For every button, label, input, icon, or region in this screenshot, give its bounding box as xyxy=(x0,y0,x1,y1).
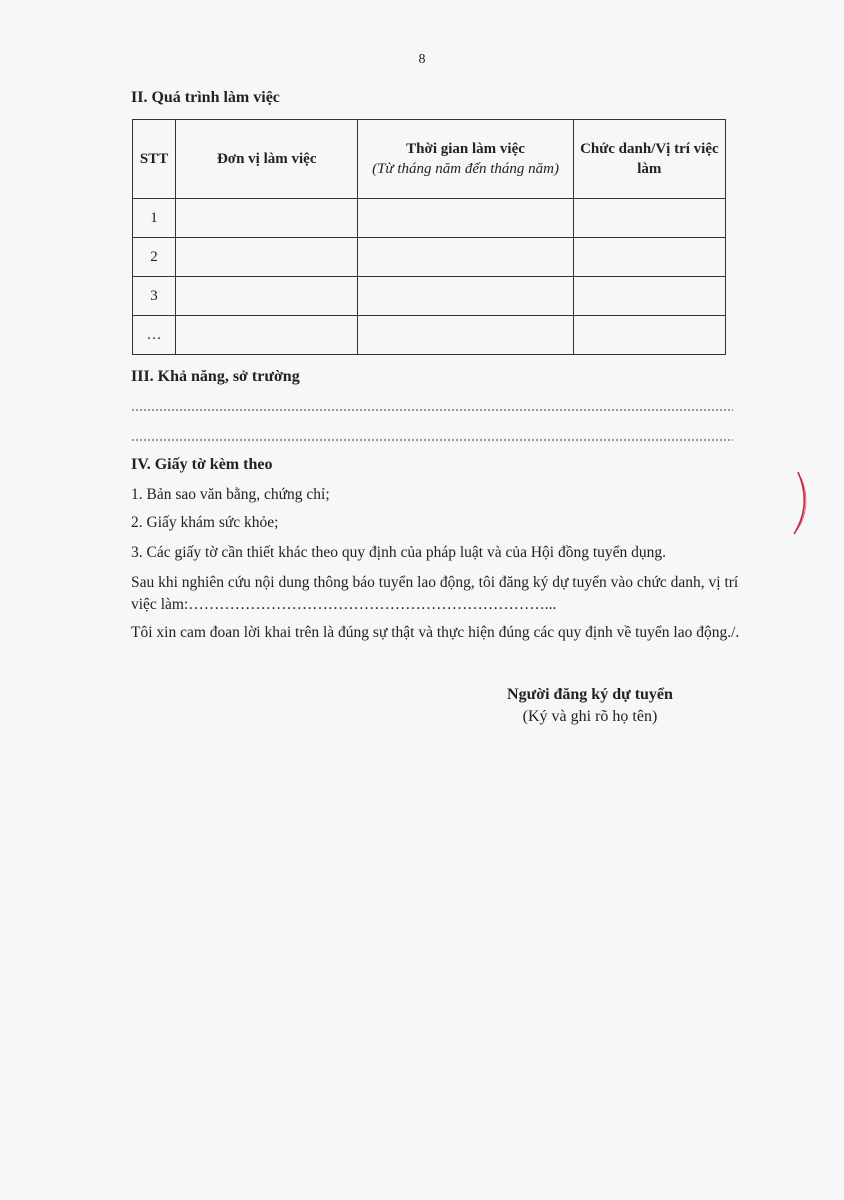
header-stt: STT xyxy=(133,120,176,199)
table-header-row xyxy=(133,120,726,199)
row-number: … xyxy=(133,316,176,355)
row-position-cell[interactable] xyxy=(573,199,725,238)
header-unit: Đơn vị làm việc xyxy=(176,120,358,199)
section-heading-skills: III. Khả năng, sở trường xyxy=(131,368,300,385)
section-heading-work-history: II. Quá trình làm việc xyxy=(131,89,280,106)
dotted-fill-line-2[interactable] xyxy=(131,439,733,441)
registration-paragraph: Sau khi nghiên cứu nội dung thông báo tuyển lao động, tôi đăng ký dự tuyển vào chức danh, vị trí việc làm:……………………………………………………………... xyxy=(131,574,739,613)
attachment-item-2: 2. Giấy khám sức khỏe; xyxy=(131,514,279,531)
row-position-cell[interactable] xyxy=(573,316,725,355)
header-time xyxy=(358,120,573,199)
attachment-item-1: 1. Bản sao văn bằng, chứng chỉ; xyxy=(131,486,330,503)
row-time-cell[interactable] xyxy=(358,277,573,316)
work-history-table xyxy=(132,119,726,355)
row-position-cell[interactable] xyxy=(573,277,725,316)
page-number: 8 xyxy=(418,52,426,67)
red-pen-mark-icon xyxy=(788,468,818,538)
row-position-cell[interactable] xyxy=(573,238,725,277)
row-time-cell[interactable] xyxy=(358,316,573,355)
row-unit-cell[interactable] xyxy=(176,316,358,355)
table-row xyxy=(133,277,726,316)
signature-title: Người đăng ký dự tuyển xyxy=(507,686,673,703)
signature-note: (Ký và ghi rõ họ tên) xyxy=(522,708,658,725)
header-time-note: (Từ tháng năm đến tháng năm) xyxy=(372,161,559,177)
row-number: 2 xyxy=(133,238,176,277)
row-unit-cell[interactable] xyxy=(176,238,358,277)
table-row xyxy=(133,199,726,238)
row-number: 3 xyxy=(133,277,176,316)
table-row xyxy=(133,316,726,355)
row-unit-cell[interactable] xyxy=(176,199,358,238)
dotted-fill-line-1[interactable] xyxy=(131,409,733,411)
header-time-title: Thời gian làm việc xyxy=(406,141,525,157)
row-number: 1 xyxy=(133,199,176,238)
row-time-cell[interactable] xyxy=(358,199,573,238)
table-row xyxy=(133,238,726,277)
row-unit-cell[interactable] xyxy=(176,277,358,316)
pledge-paragraph: Tôi xin cam đoan lời khai trên là đúng sự thật và thực hiện đúng các quy định về tuyển lao động./. xyxy=(131,624,740,641)
attachment-item-3: 3. Các giấy tờ cần thiết khác theo quy định của pháp luật và của Hội đồng tuyển dụng. xyxy=(131,544,667,561)
header-position: Chức danh/Vị trí việc làm xyxy=(573,120,725,199)
row-time-cell[interactable] xyxy=(358,238,573,277)
section-heading-attachments: IV. Giấy tờ kèm theo xyxy=(131,456,273,473)
